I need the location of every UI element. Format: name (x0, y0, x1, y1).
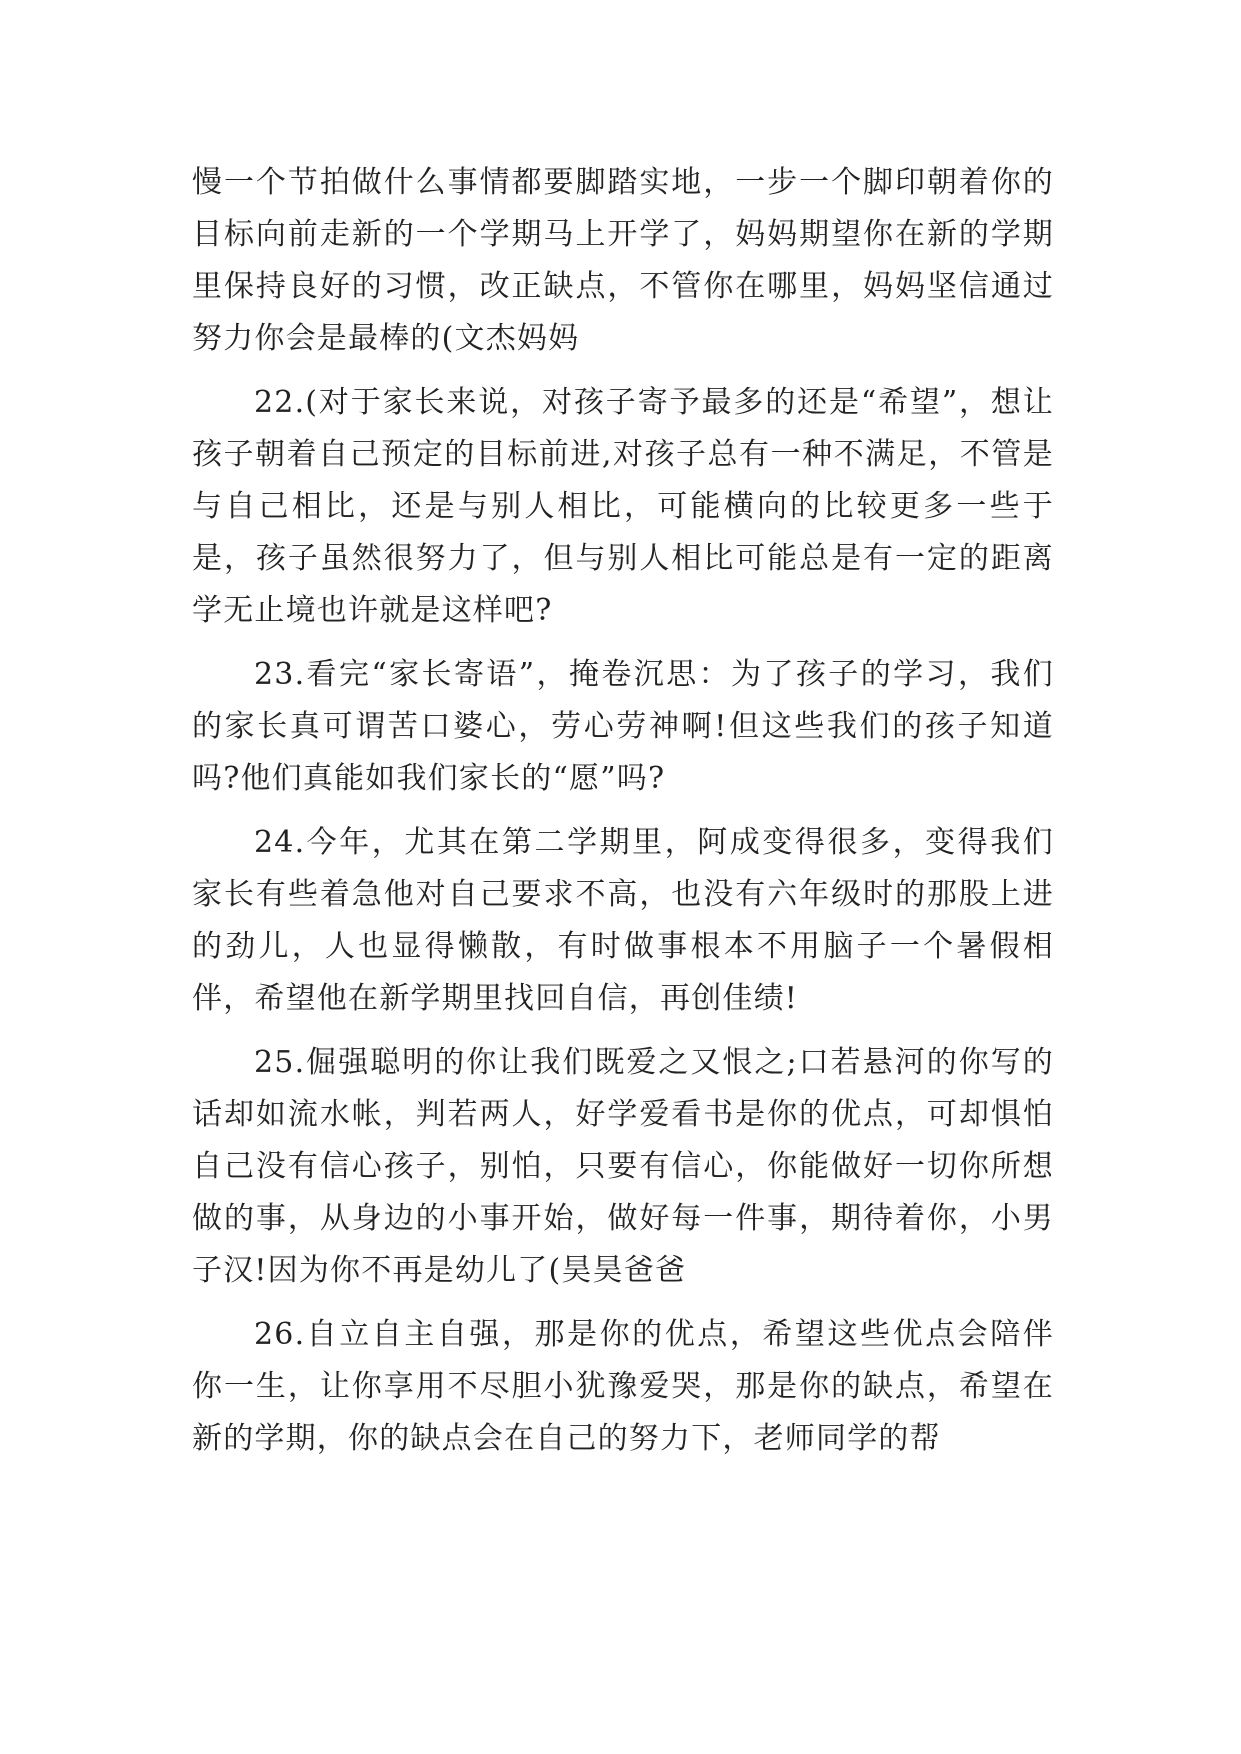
document-body (192, 157, 1054, 1465)
paragraph-25: 25.倔强聪明的你让我们既爱之又恨之;口若悬河的你写的话却如流水帐，判若两人，好学爱看书是你的优点，可却惧怕自己没有信心孩子，别怕，只要有信心，你能做好一切你所想做的事，从身边的小事开始，做好每一件事，期待着你，小男子汉!因为你不再是幼儿了(昊昊爸爸 (192, 1045, 1054, 1288)
paragraph-26: 26.自立自主自强，那是你的优点，希望这些优点会陪伴你一生，让你享用不尽胆小犹豫爱哭，那是你的缺点，希望在新的学期，你的缺点会在自己的努力下，老师同学的帮 (192, 1317, 1054, 1456)
paragraph-23: 23.看完“家长寄语”，掩卷沉思：为了孩子的学习，我们的家长真可谓苦口婆心，劳心劳神啊!但这些我们的孩子知道吗?他们真能如我们家长的“愿”吗? (192, 657, 1054, 796)
paragraph-24: 24.今年，尤其在第二学期里，阿成变得很多，变得我们家长有些着急他对自己要求不高，也没有六年级时的那股上进的劲儿，人也显得懒散，有时做事根本不用脑子一个暑假相伴，希望他在新学期里找回自信，再创佳绩! (192, 825, 1054, 1016)
paragraph-continued: 慢一个节拍做什么事情都要脚踏实地，一步一个脚印朝着你的目标向前走新的一个学期马上开学了，妈妈期望你在新的学期里保持良好的习惯，改正缺点，不管你在哪里，妈妈坚信通过努力你会是最棒的(文杰妈妈 (192, 165, 1054, 356)
paragraph-22: 22.(对于家长来说，对孩子寄予最多的还是“希望”，想让孩子朝着自己预定的目标前进,对孩子总有一种不满足，不管是与自己相比，还是与别人相比，可能横向的比较更多一些于是，孩子虽然很努力了，但与别人相比可能总是有一定的距离学无止境也许就是这样吧? (192, 385, 1054, 628)
